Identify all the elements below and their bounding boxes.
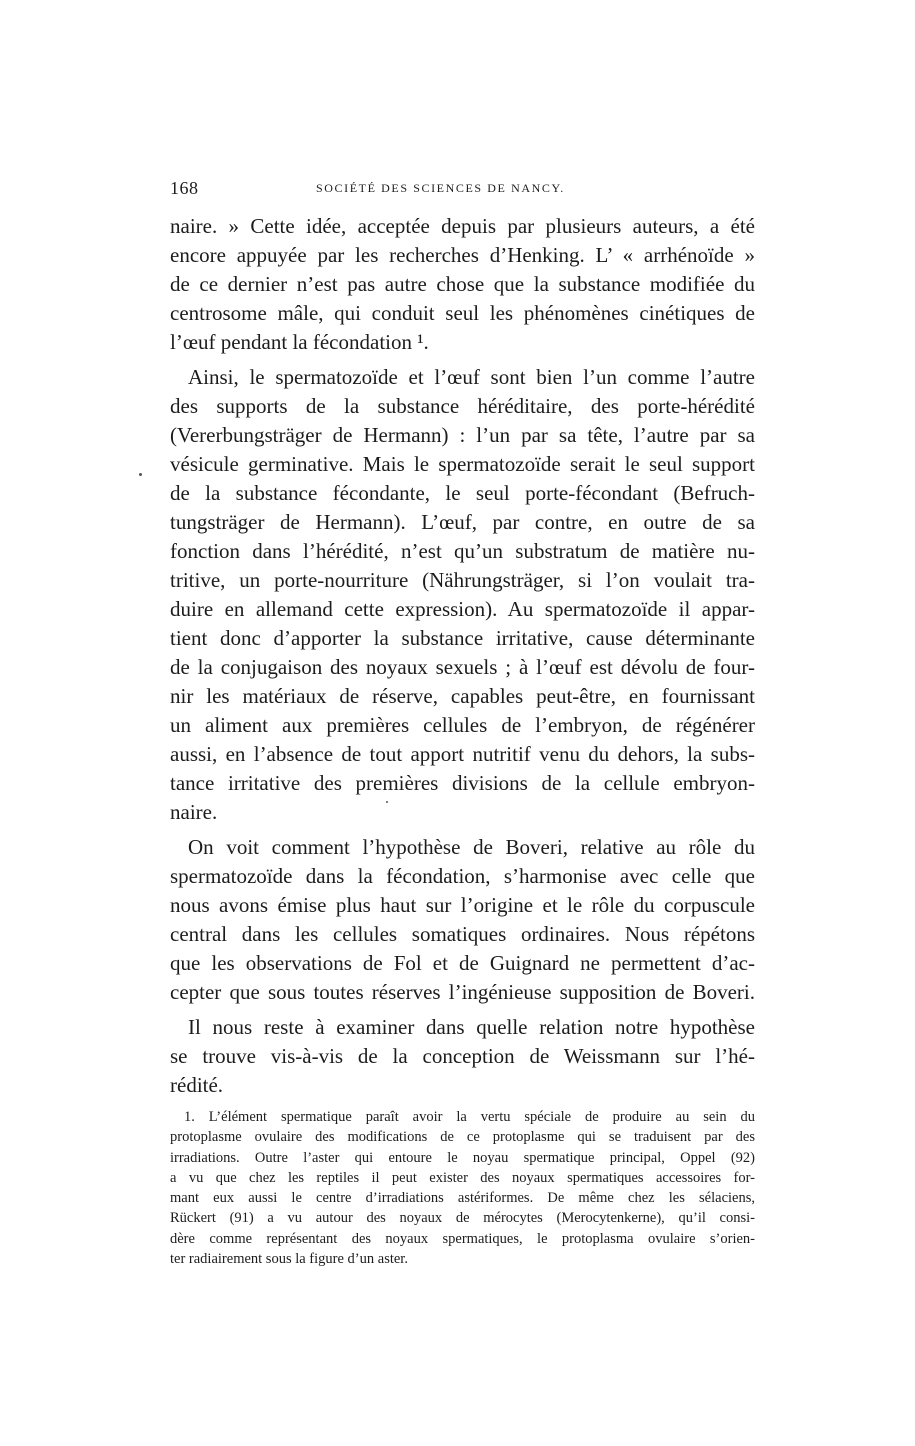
text-line: naire. » Cette idée, acceptée depuis par plusieurs auteurs, a été: [170, 214, 755, 238]
text-line: Il nous reste à examiner dans quelle relation notre hypothèse: [188, 1015, 755, 1039]
text-line: aussi, en l’absence de tout apport nutritif venu du dehors, la subs-: [170, 742, 755, 766]
text-line: (Vererbungsträger de Hermann) : l’un par sa tête, l’autre par sa: [170, 423, 755, 447]
page-number: 168: [170, 178, 199, 198]
text-line: l’œuf pendant la fécondation ¹.: [170, 330, 429, 354]
body-text: [170, 212, 755, 1100]
page-header: [170, 178, 755, 202]
text-line: nir les matériaux de réserve, capables peut-être, en fournissant: [170, 684, 755, 708]
text-line: centrosome mâle, qui conduit seul les phénomènes cinétiques de: [170, 301, 755, 325]
footnote-line: irradiations. Outre l’aster qui entoure le noyau spermatique principal, Oppel (92): [170, 1149, 755, 1166]
text-line: spermatozoïde dans la fécondation, s’harmonise avec celle que: [170, 864, 755, 888]
text-line: tient donc d’apporter la substance irritative, cause déterminante: [170, 626, 755, 650]
text-line: duire en allemand cette expression). Au spermatozoïde il appar-: [170, 597, 755, 621]
footnote-line: protoplasme ovulaire des modifications de ce protoplasme qui se traduisent par des: [170, 1129, 755, 1146]
footnote-line: ter radiairement sous la figure d’un aster.: [170, 1251, 408, 1268]
text-line: rédité.: [170, 1073, 224, 1097]
ink-speck: [139, 473, 142, 476]
text-line: central dans les cellules somatiques ordinaires. Nous répétons: [170, 922, 755, 946]
text-line: nous avons émise plus haut sur l’origine et le rôle du corpuscule: [170, 893, 755, 917]
text-line: de ce dernier n’est pas autre chose que la substance modifiée du: [170, 272, 755, 296]
text-line: un aliment aux premières cellules de l’embryon, de régénérer: [170, 713, 755, 737]
text-line: des supports de la substance héréditaire, des porte-hérédité: [170, 394, 755, 418]
footnote-line: Rückert (91) a vu autour des noyaux de mérocytes (Merocytenkerne), qu’il consi-: [170, 1210, 755, 1227]
footnote-line: 1. L’élément spermatique paraît avoir la vertu spéciale de produire au sein du: [184, 1109, 755, 1125]
footnote: [170, 1107, 755, 1269]
text-line: que les observations de Fol et de Guignard ne permettent d’ac-: [170, 951, 755, 975]
text-line: de la conjugaison des noyaux sexuels ; à l’œuf est dévolu de four-: [170, 655, 755, 679]
text-line: vésicule germinative. Mais le spermatozoïde serait le seul support: [170, 452, 755, 476]
text-line: tance irritative des premières divisions de la cellule embryon-: [170, 771, 755, 795]
ink-speck: [386, 801, 388, 803]
text-line: cepter que sous toutes réserves l’ingénieuse supposition de Boveri.: [170, 980, 755, 1004]
footnote-line: mant eux aussi le centre d’irradiations astériformes. De même chez les sélaciens,: [170, 1190, 755, 1207]
running-head: SOCIÉTÉ DES SCIENCES DE NANCY.: [316, 181, 565, 195]
text-line: tritive, un porte-nourriture (Nährungsträger, si l’on voulait tra-: [170, 568, 755, 592]
footnote-line: a vu que chez les reptiles il peut exister des noyaux spermatiques accessoires for-: [170, 1169, 755, 1186]
text-line: naire.: [170, 800, 218, 824]
text-line: se trouve vis-à-vis de la conception de Weissmann sur l’hé-: [170, 1044, 755, 1068]
text-line: tungsträger de Hermann). L’œuf, par contre, en outre de sa: [170, 510, 755, 534]
text-line: fonction dans l’hérédité, n’est qu’un substratum de matière nu-: [170, 539, 755, 563]
footnote-line: dère comme représentant des noyaux spermatiques, le protoplasma ovulaire s’orien-: [170, 1230, 755, 1247]
text-line: encore appuyée par les recherches d’Henking. L’ « arrhénoïde »: [170, 243, 755, 267]
text-line: On voit comment l’hypothèse de Boveri, relative au rôle du: [188, 835, 755, 859]
text-line: de la substance fécondante, le seul porte-fécondant (Befruch-: [170, 481, 755, 505]
text-line: Ainsi, le spermatozoïde et l’œuf sont bien l’un comme l’autre: [188, 365, 755, 389]
